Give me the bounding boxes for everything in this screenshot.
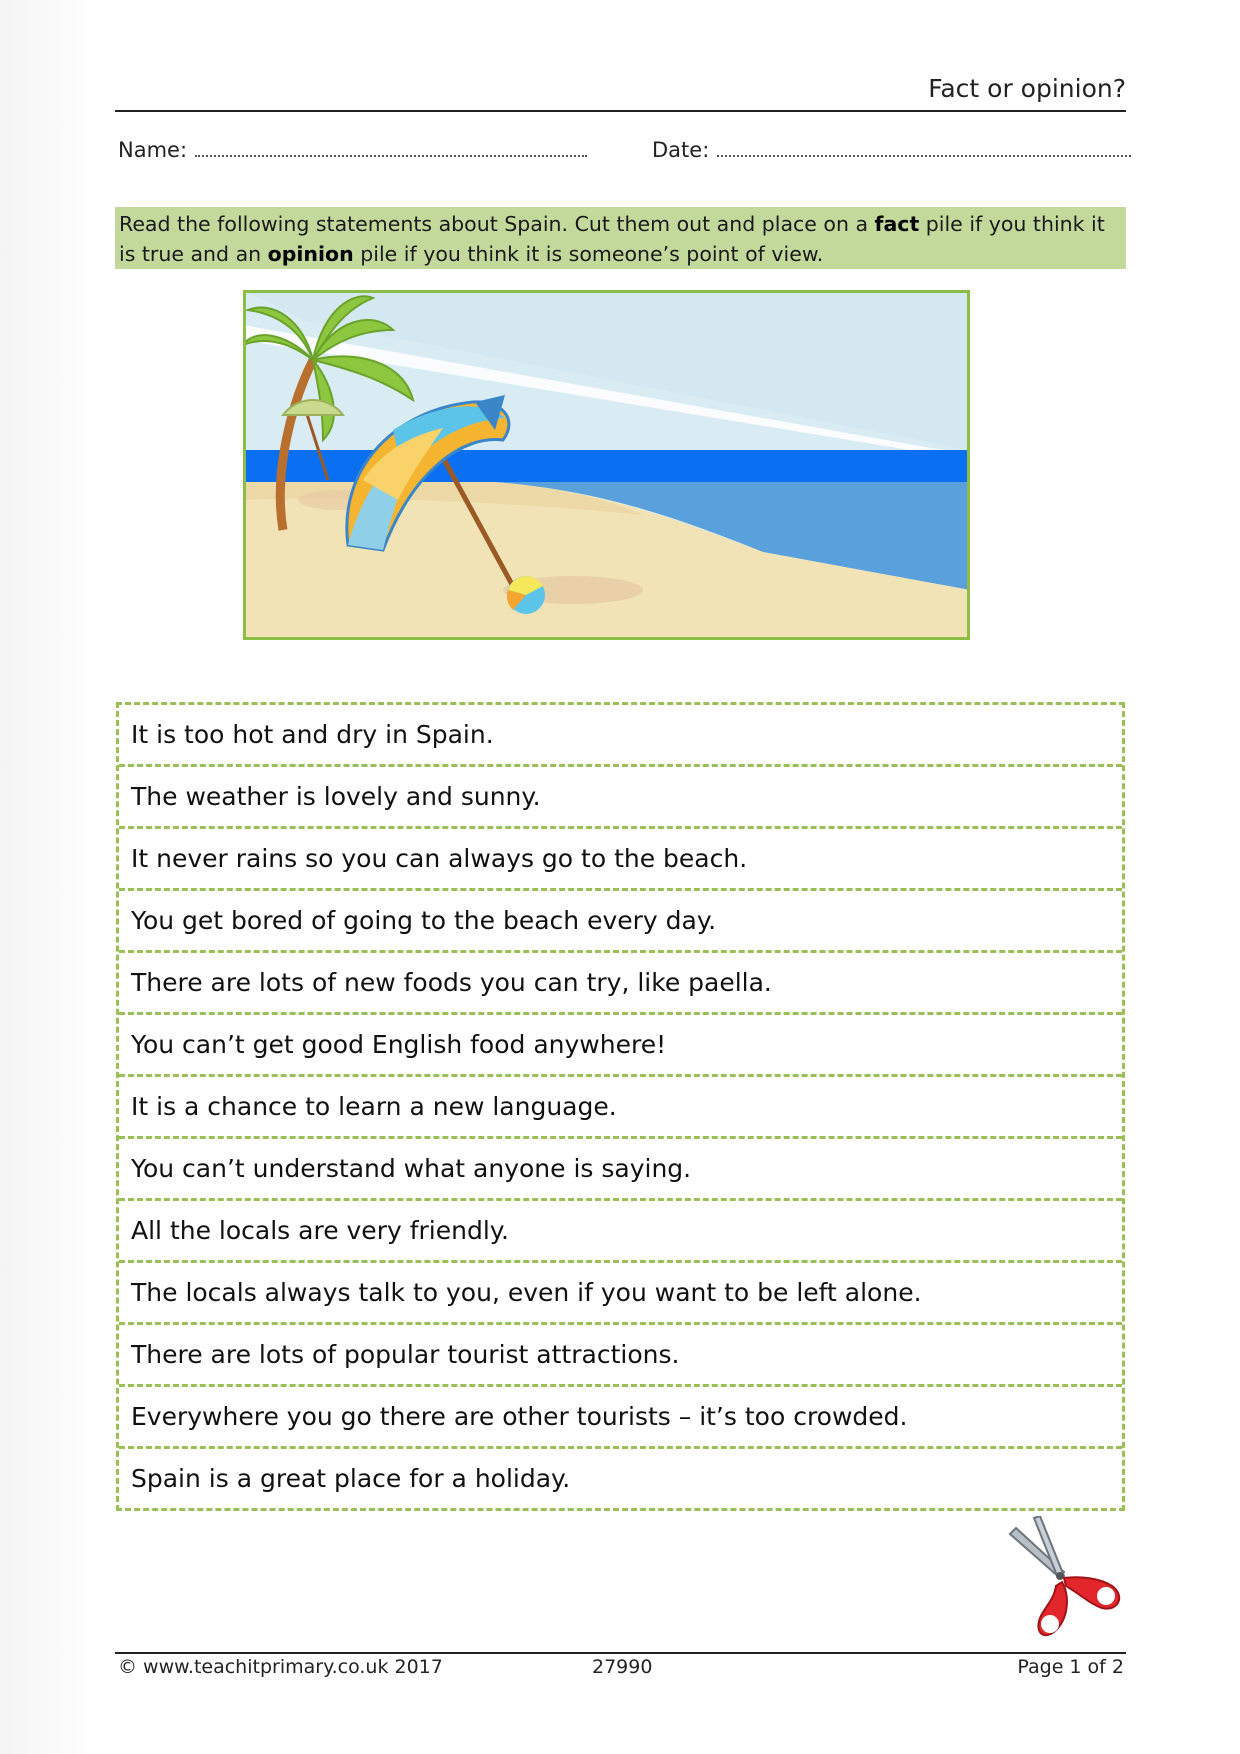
statement-strip[interactable]: It is too hot and dry in Spain. — [119, 705, 1122, 767]
footer-resource-code: 27990 — [592, 1656, 653, 1678]
instructions-text-3: pile if you think it is someone’s point of view. — [353, 242, 824, 266]
page-edge-shade — [0, 0, 96, 1754]
scissors-icon — [1000, 1516, 1126, 1648]
instructions-box — [115, 207, 1126, 269]
date-label: Date: — [652, 138, 710, 162]
footer-copyright: © www.teachitprimary.co.uk 2017 — [118, 1656, 443, 1678]
statement-strip[interactable]: You can’t understand what anyone is saying. — [119, 1139, 1122, 1201]
statement-strip[interactable]: It is a chance to learn a new language. — [119, 1077, 1122, 1139]
opinion-keyword: opinion — [267, 242, 354, 266]
statement-strip[interactable]: You can’t get good English food anywhere! — [119, 1015, 1122, 1077]
instructions-text-1: Read the following statements about Spain. Cut them out and place on a — [119, 212, 875, 236]
header-divider — [115, 110, 1126, 112]
name-blank — [195, 139, 587, 157]
statement-strips — [116, 702, 1125, 1511]
name-field — [118, 138, 587, 162]
footer-page-number: Page 1 of 2 — [1017, 1656, 1124, 1678]
date-blank — [717, 139, 1131, 157]
beach-scene-illustration — [243, 290, 970, 640]
fact-keyword: fact — [874, 212, 920, 236]
statement-strip[interactable]: The locals always talk to you, even if you want to be left alone. — [119, 1263, 1122, 1325]
statement-strip[interactable]: You get bored of going to the beach every day. — [119, 891, 1122, 953]
date-field — [652, 138, 1131, 162]
footer-divider — [115, 1652, 1126, 1654]
statement-strip[interactable]: The weather is lovely and sunny. — [119, 767, 1122, 829]
statement-strip[interactable]: Everywhere you go there are other tourists – it’s too crowded. — [119, 1387, 1122, 1449]
statement-strip[interactable]: There are lots of new foods you can try, like paella. — [119, 953, 1122, 1015]
statement-strip[interactable]: Spain is a great place for a holiday. — [131, 1464, 571, 1493]
statement-strip[interactable]: It never rains so you can always go to the beach. — [119, 829, 1122, 891]
statement-strip[interactable]: There are lots of popular tourist attractions. — [119, 1325, 1122, 1387]
instructions-text-2: pile if you think it is true and an — [119, 212, 1105, 266]
statement-strip[interactable]: All the locals are very friendly. — [119, 1201, 1122, 1263]
name-label: Name: — [118, 138, 188, 162]
page-title: Fact or opinion? — [928, 74, 1126, 103]
